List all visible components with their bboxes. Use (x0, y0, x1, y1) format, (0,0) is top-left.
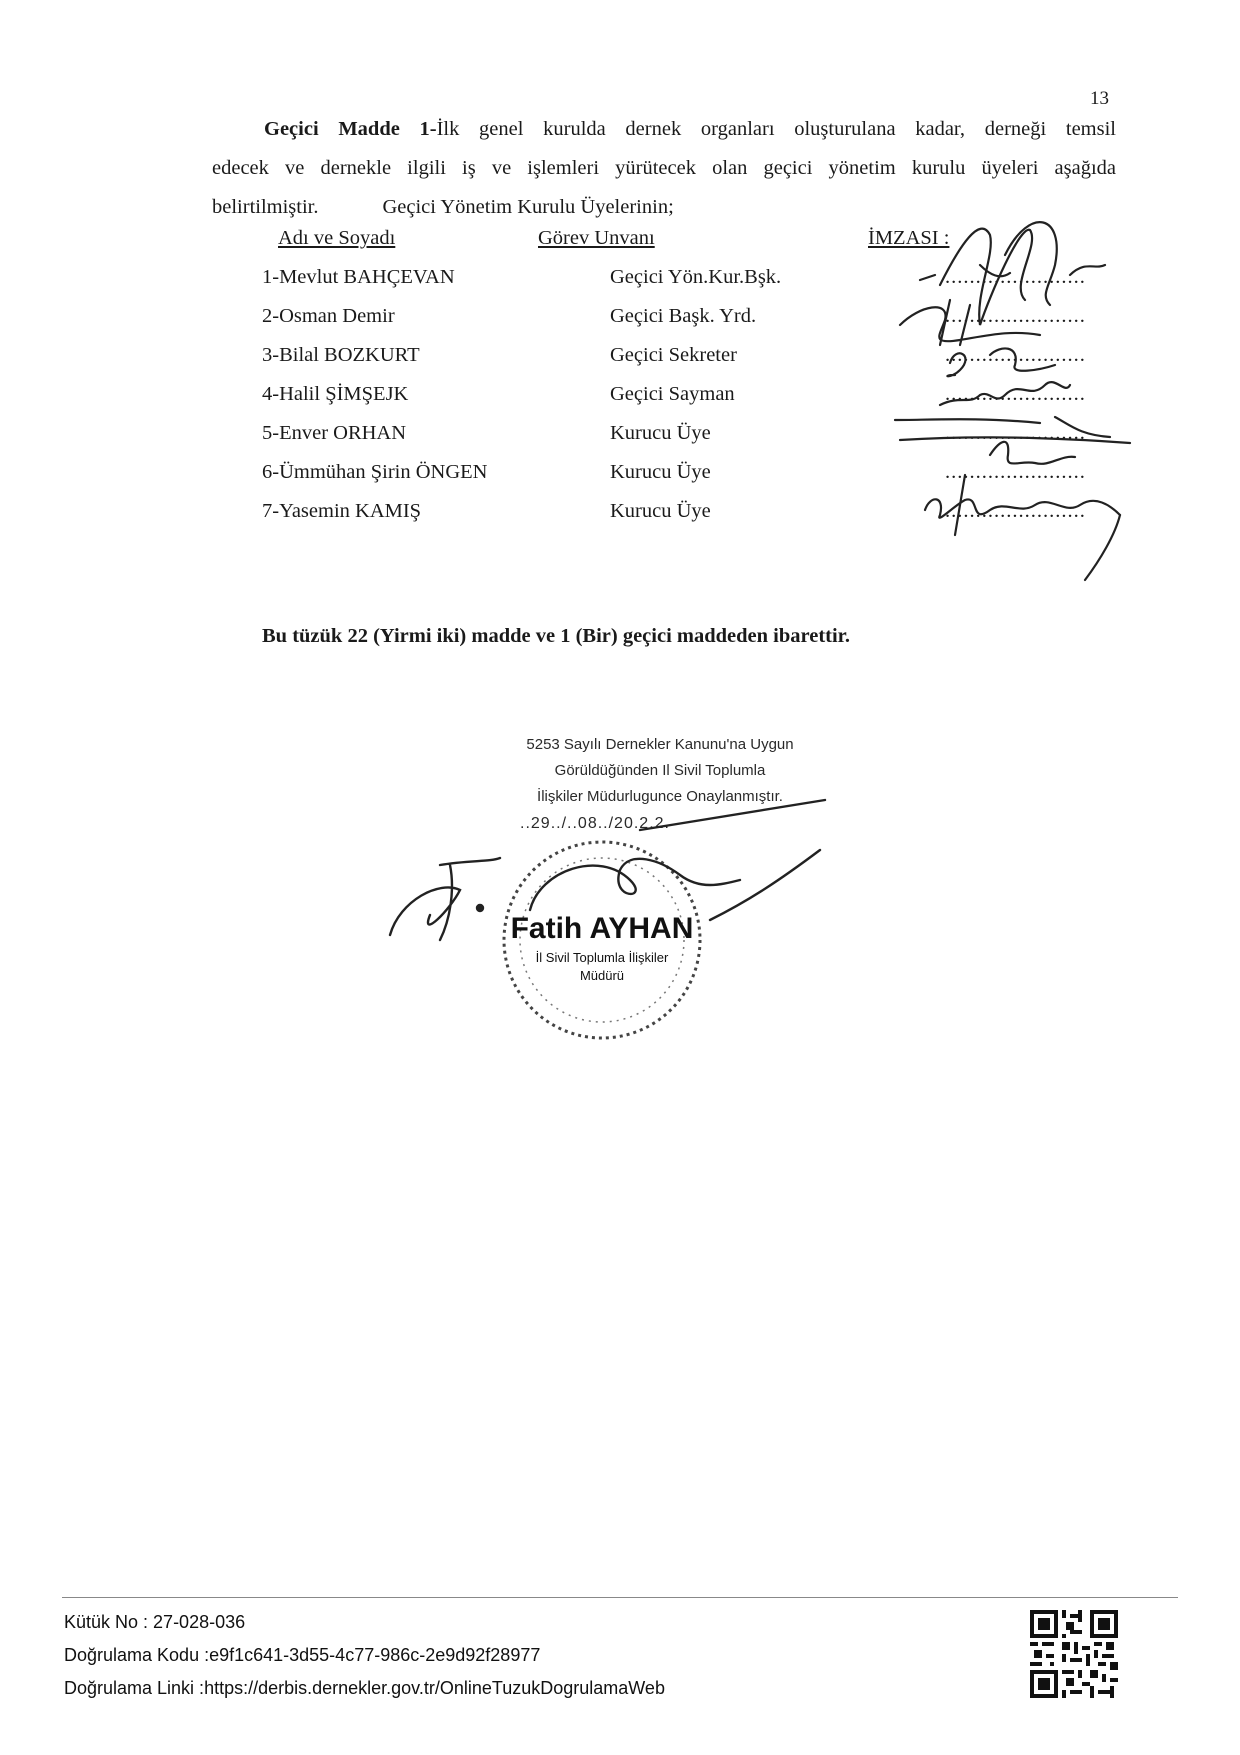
approval-stamp-line-1: 5253 Sayılı Dernekler Kanunu'na Uygun (526, 736, 794, 753)
header-role: Görev Unvanı (538, 227, 655, 249)
footer-verification-code: Doğrulama Kodu :e9f1c641-3d55-4c77-986c-2e9d92f28977 (64, 1645, 541, 1665)
article-line-2: edecek ve dernekle ilgili iş ve işlemleri yürütecek olan geçici yönetim kurulu üyeleri aşağıda (212, 157, 1116, 179)
member-role: Kurucu Üye (610, 461, 711, 483)
closing-statement: Bu tüzük 22 (Yirmi iki) madde ve 1 (Bir) geçici maddeden ibarettir. (262, 625, 851, 647)
member-name: 6-Ümmühan Şirin ÖNGEN (262, 461, 488, 483)
footer-kutuk-no: Kütük No : 27-028-036 (64, 1612, 246, 1632)
approval-stamp-line-3: İlişkiler Müdurlugunce Onaylanmıştır. (537, 788, 783, 805)
member-name: 7-Yasemin KAMIŞ (262, 500, 422, 522)
signature-dots: ....................... (945, 266, 1086, 288)
seal-name: Fatih AYHAN (510, 912, 694, 945)
member-signatures (880, 205, 1140, 585)
member-role: Geçici Sayman (610, 383, 735, 405)
approval-stamp-line-2: Görüldüğünden Il Sivil Toplumla (554, 762, 766, 779)
approval-date: ..29../..08../20.2.2. (520, 815, 670, 832)
signature-dots: ....................... (945, 422, 1086, 444)
page-number: 13 (1090, 88, 1109, 109)
header-name: Adı ve Soyadı (278, 227, 396, 249)
member-role: Geçici Sekreter (610, 344, 737, 366)
signature-dots: ....................... (945, 305, 1086, 327)
member-role: Kurucu Üye (610, 500, 711, 522)
signature-dots: ....................... (945, 500, 1086, 522)
member-name: 1-Mevlut BAHÇEVAN (262, 266, 455, 288)
member-role: Geçici Başk. Yrd. (610, 305, 757, 327)
article-line-3: belirtilmiştir. Geçici Yönetim Kurulu Üyelerinin; (212, 196, 674, 218)
official-seal (380, 790, 840, 1070)
member-name: 4-Halil ŞİMŞEJK (262, 383, 409, 405)
article-line-1: Geçici Madde 1-İlk genel kurulda dernek organları oluşturulana kadar, derneği temsil (264, 118, 1116, 140)
member-role: Kurucu Üye (610, 422, 711, 444)
signature-dots: ....................... (945, 344, 1086, 366)
member-name: 2-Osman Demir (262, 305, 395, 327)
seal-office: İl Sivil Toplumla İlişkiler (535, 950, 669, 965)
signature-dots: ....................... (945, 383, 1086, 405)
qr-code-icon (1030, 1610, 1118, 1698)
article-lead: Geçici Madde 1- (264, 118, 437, 140)
member-role: Geçici Yön.Kur.Bşk. (610, 266, 782, 288)
seal-title: Müdürü (579, 968, 625, 983)
member-name: 3-Bilal BOZKURT (262, 344, 420, 366)
header-signature: İMZASI : (868, 227, 950, 249)
footer-verification-link: Doğrulama Linki :https://derbis.dernekler.gov.tr/OnlineTuzukDogrulamaWeb (64, 1678, 665, 1698)
member-name: 5-Enver ORHAN (262, 422, 407, 444)
signature-dots: ....................... (945, 461, 1086, 483)
footer-divider (62, 1597, 1178, 1598)
